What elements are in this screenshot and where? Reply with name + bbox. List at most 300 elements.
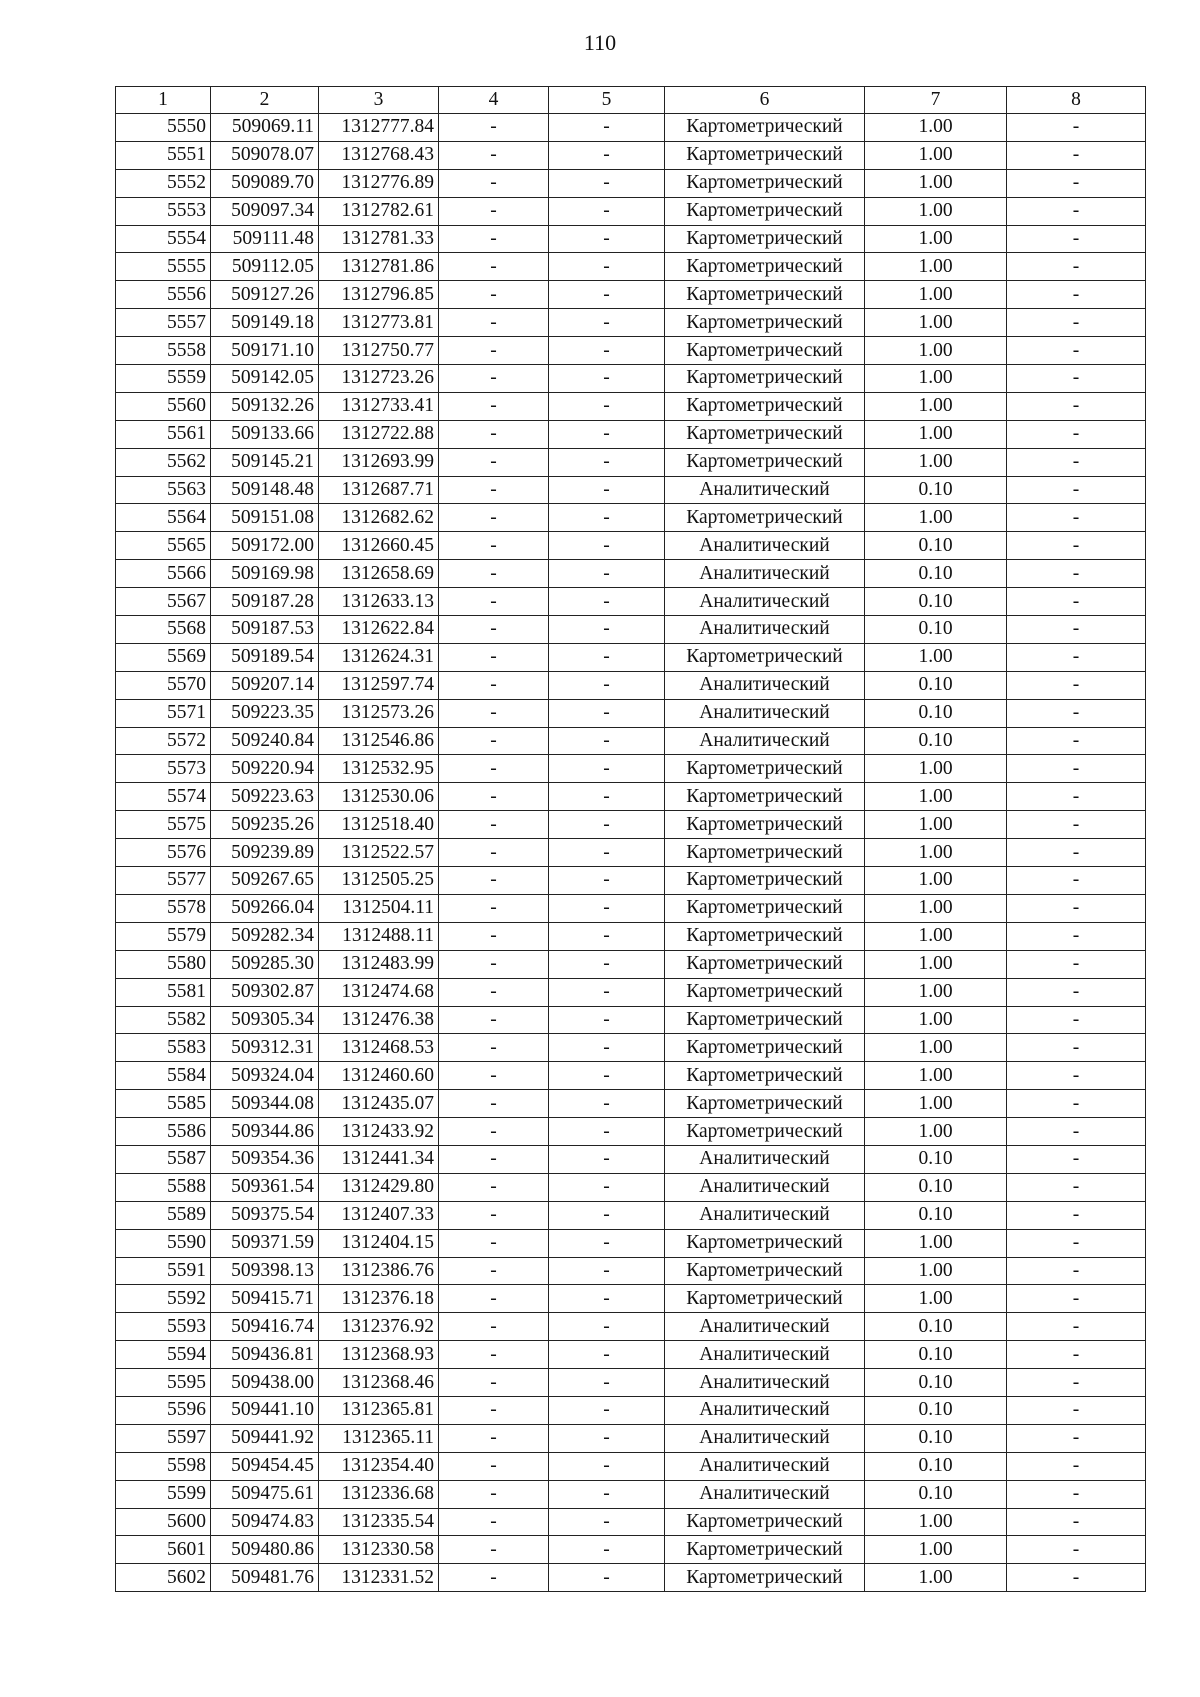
point-number-cell: 5568 bbox=[116, 616, 211, 644]
accuracy-cell: 1.00 bbox=[865, 420, 1007, 448]
y-coordinate-cell: 1312365.81 bbox=[319, 1396, 439, 1424]
col-5-cell: - bbox=[549, 978, 665, 1006]
y-coordinate-cell: 1312376.92 bbox=[319, 1313, 439, 1341]
col-8-cell: - bbox=[1007, 532, 1146, 560]
method-cell: Картометрический bbox=[665, 448, 865, 476]
col-5-cell: - bbox=[549, 1090, 665, 1118]
x-coordinate-cell: 509312.31 bbox=[211, 1034, 319, 1062]
point-number-cell: 5550 bbox=[116, 114, 211, 142]
x-coordinate-cell: 509416.74 bbox=[211, 1313, 319, 1341]
y-coordinate-cell: 1312474.68 bbox=[319, 978, 439, 1006]
accuracy-cell: 0.10 bbox=[865, 476, 1007, 504]
point-number-cell: 5551 bbox=[116, 141, 211, 169]
table-row bbox=[116, 392, 1146, 420]
y-coordinate-cell: 1312573.26 bbox=[319, 699, 439, 727]
accuracy-cell: 0.10 bbox=[865, 1480, 1007, 1508]
col-4-cell: - bbox=[439, 141, 549, 169]
method-cell: Аналитический bbox=[665, 699, 865, 727]
x-coordinate-cell: 509207.14 bbox=[211, 671, 319, 699]
method-cell: Картометрический bbox=[665, 281, 865, 309]
method-cell: Картометрический bbox=[665, 420, 865, 448]
col-5-cell: - bbox=[549, 392, 665, 420]
y-coordinate-cell: 1312368.93 bbox=[319, 1341, 439, 1369]
col-5-cell: - bbox=[549, 197, 665, 225]
col-5-cell: - bbox=[549, 755, 665, 783]
method-cell: Картометрический bbox=[665, 1285, 865, 1313]
col-4-cell: - bbox=[439, 1173, 549, 1201]
col-4-cell: - bbox=[439, 1229, 549, 1257]
x-coordinate-cell: 509344.86 bbox=[211, 1118, 319, 1146]
table-row bbox=[116, 1396, 1146, 1424]
table-row bbox=[116, 309, 1146, 337]
col-8-cell: - bbox=[1007, 365, 1146, 393]
y-coordinate-cell: 1312782.61 bbox=[319, 197, 439, 225]
table-row bbox=[116, 504, 1146, 532]
col-8-cell: - bbox=[1007, 727, 1146, 755]
table-row bbox=[116, 783, 1146, 811]
col-5-cell: - bbox=[549, 616, 665, 644]
y-coordinate-cell: 1312777.84 bbox=[319, 114, 439, 142]
column-header: 4 bbox=[439, 87, 549, 114]
y-coordinate-cell: 1312773.81 bbox=[319, 309, 439, 337]
col-4-cell: - bbox=[439, 309, 549, 337]
x-coordinate-cell: 509481.76 bbox=[211, 1564, 319, 1592]
method-cell: Картометрический bbox=[665, 950, 865, 978]
method-cell: Картометрический bbox=[665, 978, 865, 1006]
table-row bbox=[116, 1313, 1146, 1341]
accuracy-cell: 1.00 bbox=[865, 253, 1007, 281]
col-8-cell: - bbox=[1007, 197, 1146, 225]
accuracy-cell: 0.10 bbox=[865, 699, 1007, 727]
point-number-cell: 5592 bbox=[116, 1285, 211, 1313]
col-8-cell: - bbox=[1007, 1424, 1146, 1452]
y-coordinate-cell: 1312460.60 bbox=[319, 1062, 439, 1090]
point-number-cell: 5594 bbox=[116, 1341, 211, 1369]
col-5-cell: - bbox=[549, 1034, 665, 1062]
x-coordinate-cell: 509112.05 bbox=[211, 253, 319, 281]
col-8-cell: - bbox=[1007, 867, 1146, 895]
point-number-cell: 5587 bbox=[116, 1145, 211, 1173]
method-cell: Картометрический bbox=[665, 253, 865, 281]
col-4-cell: - bbox=[439, 420, 549, 448]
table-row bbox=[116, 197, 1146, 225]
col-8-cell: - bbox=[1007, 309, 1146, 337]
col-4-cell: - bbox=[439, 225, 549, 253]
table-row bbox=[116, 1034, 1146, 1062]
method-cell: Аналитический bbox=[665, 1173, 865, 1201]
col-8-cell: - bbox=[1007, 1034, 1146, 1062]
accuracy-cell: 0.10 bbox=[865, 1452, 1007, 1480]
y-coordinate-cell: 1312354.40 bbox=[319, 1452, 439, 1480]
x-coordinate-cell: 509220.94 bbox=[211, 755, 319, 783]
point-number-cell: 5564 bbox=[116, 504, 211, 532]
col-5-cell: - bbox=[549, 811, 665, 839]
col-8-cell: - bbox=[1007, 1341, 1146, 1369]
x-coordinate-cell: 509133.66 bbox=[211, 420, 319, 448]
col-5-cell: - bbox=[549, 894, 665, 922]
point-number-cell: 5576 bbox=[116, 839, 211, 867]
method-cell: Картометрический bbox=[665, 1090, 865, 1118]
accuracy-cell: 1.00 bbox=[865, 281, 1007, 309]
accuracy-cell: 1.00 bbox=[865, 1285, 1007, 1313]
col-4-cell: - bbox=[439, 197, 549, 225]
x-coordinate-cell: 509148.48 bbox=[211, 476, 319, 504]
y-coordinate-cell: 1312658.69 bbox=[319, 560, 439, 588]
accuracy-cell: 0.10 bbox=[865, 671, 1007, 699]
x-coordinate-cell: 509375.54 bbox=[211, 1201, 319, 1229]
accuracy-cell: 1.00 bbox=[865, 448, 1007, 476]
y-coordinate-cell: 1312781.86 bbox=[319, 253, 439, 281]
y-coordinate-cell: 1312488.11 bbox=[319, 922, 439, 950]
accuracy-cell: 1.00 bbox=[865, 894, 1007, 922]
table-row bbox=[116, 114, 1146, 142]
accuracy-cell: 1.00 bbox=[865, 1229, 1007, 1257]
accuracy-cell: 1.00 bbox=[865, 141, 1007, 169]
x-coordinate-cell: 509069.11 bbox=[211, 114, 319, 142]
col-8-cell: - bbox=[1007, 643, 1146, 671]
col-5-cell: - bbox=[549, 448, 665, 476]
table-row bbox=[116, 1257, 1146, 1285]
col-5-cell: - bbox=[549, 922, 665, 950]
table-row bbox=[116, 755, 1146, 783]
col-8-cell: - bbox=[1007, 1285, 1146, 1313]
x-coordinate-cell: 509097.34 bbox=[211, 197, 319, 225]
col-5-cell: - bbox=[549, 1145, 665, 1173]
point-number-cell: 5567 bbox=[116, 588, 211, 616]
point-number-cell: 5565 bbox=[116, 532, 211, 560]
y-coordinate-cell: 1312336.68 bbox=[319, 1480, 439, 1508]
col-5-cell: - bbox=[549, 950, 665, 978]
method-cell: Картометрический bbox=[665, 1536, 865, 1564]
col-8-cell: - bbox=[1007, 978, 1146, 1006]
column-header: 5 bbox=[549, 87, 665, 114]
col-8-cell: - bbox=[1007, 114, 1146, 142]
method-cell: Картометрический bbox=[665, 309, 865, 337]
method-cell: Картометрический bbox=[665, 643, 865, 671]
point-number-cell: 5600 bbox=[116, 1508, 211, 1536]
method-cell: Картометрический bbox=[665, 783, 865, 811]
col-5-cell: - bbox=[549, 1536, 665, 1564]
accuracy-cell: 1.00 bbox=[865, 1564, 1007, 1592]
accuracy-cell: 0.10 bbox=[865, 1424, 1007, 1452]
col-8-cell: - bbox=[1007, 755, 1146, 783]
y-coordinate-cell: 1312330.58 bbox=[319, 1536, 439, 1564]
y-coordinate-cell: 1312435.07 bbox=[319, 1090, 439, 1118]
col-4-cell: - bbox=[439, 671, 549, 699]
point-number-cell: 5552 bbox=[116, 169, 211, 197]
method-cell: Картометрический bbox=[665, 867, 865, 895]
method-cell: Аналитический bbox=[665, 1480, 865, 1508]
col-5-cell: - bbox=[549, 1369, 665, 1397]
col-4-cell: - bbox=[439, 1341, 549, 1369]
col-5-cell: - bbox=[549, 1452, 665, 1480]
table-row bbox=[116, 448, 1146, 476]
x-coordinate-cell: 509142.05 bbox=[211, 365, 319, 393]
col-4-cell: - bbox=[439, 476, 549, 504]
point-number-cell: 5570 bbox=[116, 671, 211, 699]
col-4-cell: - bbox=[439, 1006, 549, 1034]
point-number-cell: 5586 bbox=[116, 1118, 211, 1146]
accuracy-cell: 1.00 bbox=[865, 337, 1007, 365]
point-number-cell: 5588 bbox=[116, 1173, 211, 1201]
col-4-cell: - bbox=[439, 699, 549, 727]
col-5-cell: - bbox=[549, 504, 665, 532]
x-coordinate-cell: 509223.35 bbox=[211, 699, 319, 727]
col-8-cell: - bbox=[1007, 1062, 1146, 1090]
col-8-cell: - bbox=[1007, 253, 1146, 281]
point-number-cell: 5563 bbox=[116, 476, 211, 504]
col-8-cell: - bbox=[1007, 392, 1146, 420]
y-coordinate-cell: 1312504.11 bbox=[319, 894, 439, 922]
col-8-cell: - bbox=[1007, 1480, 1146, 1508]
method-cell: Картометрический bbox=[665, 755, 865, 783]
col-5-cell: - bbox=[549, 588, 665, 616]
accuracy-cell: 1.00 bbox=[865, 1508, 1007, 1536]
y-coordinate-cell: 1312693.99 bbox=[319, 448, 439, 476]
col-5-cell: - bbox=[549, 532, 665, 560]
table-row bbox=[116, 950, 1146, 978]
y-coordinate-cell: 1312768.43 bbox=[319, 141, 439, 169]
column-header: 7 bbox=[865, 87, 1007, 114]
accuracy-cell: 0.10 bbox=[865, 616, 1007, 644]
y-coordinate-cell: 1312386.76 bbox=[319, 1257, 439, 1285]
y-coordinate-cell: 1312796.85 bbox=[319, 281, 439, 309]
col-5-cell: - bbox=[549, 560, 665, 588]
table-row bbox=[116, 1173, 1146, 1201]
table-row bbox=[116, 643, 1146, 671]
accuracy-cell: 1.00 bbox=[865, 1118, 1007, 1146]
point-number-cell: 5591 bbox=[116, 1257, 211, 1285]
col-5-cell: - bbox=[549, 1229, 665, 1257]
col-5-cell: - bbox=[549, 727, 665, 755]
table-row bbox=[116, 867, 1146, 895]
x-coordinate-cell: 509240.84 bbox=[211, 727, 319, 755]
x-coordinate-cell: 509187.28 bbox=[211, 588, 319, 616]
x-coordinate-cell: 509282.34 bbox=[211, 922, 319, 950]
method-cell: Картометрический bbox=[665, 197, 865, 225]
y-coordinate-cell: 1312624.31 bbox=[319, 643, 439, 671]
table-row bbox=[116, 1201, 1146, 1229]
method-cell: Картометрический bbox=[665, 1006, 865, 1034]
table-row bbox=[116, 1006, 1146, 1034]
col-4-cell: - bbox=[439, 560, 549, 588]
accuracy-cell: 1.00 bbox=[865, 867, 1007, 895]
method-cell: Аналитический bbox=[665, 588, 865, 616]
accuracy-cell: 1.00 bbox=[865, 950, 1007, 978]
method-cell: Аналитический bbox=[665, 1145, 865, 1173]
y-coordinate-cell: 1312433.92 bbox=[319, 1118, 439, 1146]
table-row bbox=[116, 1508, 1146, 1536]
method-cell: Картометрический bbox=[665, 141, 865, 169]
table-row bbox=[116, 1452, 1146, 1480]
method-cell: Картометрический bbox=[665, 337, 865, 365]
col-4-cell: - bbox=[439, 532, 549, 560]
y-coordinate-cell: 1312750.77 bbox=[319, 337, 439, 365]
point-number-cell: 5562 bbox=[116, 448, 211, 476]
table-row bbox=[116, 588, 1146, 616]
method-cell: Аналитический bbox=[665, 1369, 865, 1397]
x-coordinate-cell: 509441.10 bbox=[211, 1396, 319, 1424]
col-4-cell: - bbox=[439, 1090, 549, 1118]
col-8-cell: - bbox=[1007, 169, 1146, 197]
col-4-cell: - bbox=[439, 253, 549, 281]
accuracy-cell: 0.10 bbox=[865, 1341, 1007, 1369]
accuracy-cell: 0.10 bbox=[865, 1173, 1007, 1201]
method-cell: Картометрический bbox=[665, 1564, 865, 1592]
x-coordinate-cell: 509344.08 bbox=[211, 1090, 319, 1118]
table-body bbox=[116, 114, 1146, 1592]
col-5-cell: - bbox=[549, 1313, 665, 1341]
accuracy-cell: 0.10 bbox=[865, 1396, 1007, 1424]
x-coordinate-cell: 509145.21 bbox=[211, 448, 319, 476]
column-header: 2 bbox=[211, 87, 319, 114]
point-number-cell: 5598 bbox=[116, 1452, 211, 1480]
col-8-cell: - bbox=[1007, 811, 1146, 839]
column-header: 3 bbox=[319, 87, 439, 114]
point-number-cell: 5580 bbox=[116, 950, 211, 978]
col-4-cell: - bbox=[439, 922, 549, 950]
method-cell: Картометрический bbox=[665, 1062, 865, 1090]
col-4-cell: - bbox=[439, 950, 549, 978]
col-4-cell: - bbox=[439, 978, 549, 1006]
table-row bbox=[116, 1564, 1146, 1592]
column-header: 6 bbox=[665, 87, 865, 114]
col-8-cell: - bbox=[1007, 1201, 1146, 1229]
accuracy-cell: 1.00 bbox=[865, 811, 1007, 839]
table-row bbox=[116, 1090, 1146, 1118]
col-4-cell: - bbox=[439, 1145, 549, 1173]
point-number-cell: 5571 bbox=[116, 699, 211, 727]
col-8-cell: - bbox=[1007, 616, 1146, 644]
table-row bbox=[116, 420, 1146, 448]
method-cell: Аналитический bbox=[665, 616, 865, 644]
col-4-cell: - bbox=[439, 1508, 549, 1536]
col-8-cell: - bbox=[1007, 588, 1146, 616]
method-cell: Аналитический bbox=[665, 1313, 865, 1341]
table-row bbox=[116, 1424, 1146, 1452]
table-row bbox=[116, 894, 1146, 922]
point-number-cell: 5583 bbox=[116, 1034, 211, 1062]
x-coordinate-cell: 509480.86 bbox=[211, 1536, 319, 1564]
col-5-cell: - bbox=[549, 309, 665, 337]
point-number-cell: 5584 bbox=[116, 1062, 211, 1090]
col-5-cell: - bbox=[549, 114, 665, 142]
col-8-cell: - bbox=[1007, 1118, 1146, 1146]
x-coordinate-cell: 509305.34 bbox=[211, 1006, 319, 1034]
col-4-cell: - bbox=[439, 811, 549, 839]
col-4-cell: - bbox=[439, 281, 549, 309]
table-row bbox=[116, 671, 1146, 699]
col-8-cell: - bbox=[1007, 1396, 1146, 1424]
point-number-cell: 5555 bbox=[116, 253, 211, 281]
point-number-cell: 5581 bbox=[116, 978, 211, 1006]
accuracy-cell: 1.00 bbox=[865, 978, 1007, 1006]
col-8-cell: - bbox=[1007, 476, 1146, 504]
accuracy-cell: 1.00 bbox=[865, 1062, 1007, 1090]
x-coordinate-cell: 509111.48 bbox=[211, 225, 319, 253]
col-8-cell: - bbox=[1007, 1145, 1146, 1173]
y-coordinate-cell: 1312476.38 bbox=[319, 1006, 439, 1034]
y-coordinate-cell: 1312622.84 bbox=[319, 616, 439, 644]
point-number-cell: 5595 bbox=[116, 1369, 211, 1397]
col-4-cell: - bbox=[439, 1257, 549, 1285]
x-coordinate-cell: 509302.87 bbox=[211, 978, 319, 1006]
point-number-cell: 5590 bbox=[116, 1229, 211, 1257]
y-coordinate-cell: 1312776.89 bbox=[319, 169, 439, 197]
table-row bbox=[116, 1229, 1146, 1257]
accuracy-cell: 0.10 bbox=[865, 532, 1007, 560]
col-8-cell: - bbox=[1007, 504, 1146, 532]
table-row bbox=[116, 281, 1146, 309]
point-number-cell: 5575 bbox=[116, 811, 211, 839]
table-row bbox=[116, 253, 1146, 281]
table-row bbox=[116, 727, 1146, 755]
col-5-cell: - bbox=[549, 1006, 665, 1034]
col-8-cell: - bbox=[1007, 783, 1146, 811]
col-5-cell: - bbox=[549, 1173, 665, 1201]
method-cell: Аналитический bbox=[665, 671, 865, 699]
col-5-cell: - bbox=[549, 420, 665, 448]
table-row bbox=[116, 1062, 1146, 1090]
method-cell: Аналитический bbox=[665, 1341, 865, 1369]
accuracy-cell: 1.00 bbox=[865, 392, 1007, 420]
col-8-cell: - bbox=[1007, 1536, 1146, 1564]
x-coordinate-cell: 509172.00 bbox=[211, 532, 319, 560]
y-coordinate-cell: 1312687.71 bbox=[319, 476, 439, 504]
method-cell: Картометрический bbox=[665, 1508, 865, 1536]
col-5-cell: - bbox=[549, 1480, 665, 1508]
table-row bbox=[116, 839, 1146, 867]
point-number-cell: 5597 bbox=[116, 1424, 211, 1452]
method-cell: Картометрический bbox=[665, 225, 865, 253]
x-coordinate-cell: 509169.98 bbox=[211, 560, 319, 588]
table-row bbox=[116, 141, 1146, 169]
point-number-cell: 5579 bbox=[116, 922, 211, 950]
x-coordinate-cell: 509324.04 bbox=[211, 1062, 319, 1090]
col-5-cell: - bbox=[549, 281, 665, 309]
col-5-cell: - bbox=[549, 1564, 665, 1592]
accuracy-cell: 0.10 bbox=[865, 1369, 1007, 1397]
col-8-cell: - bbox=[1007, 225, 1146, 253]
y-coordinate-cell: 1312368.46 bbox=[319, 1369, 439, 1397]
accuracy-cell: 1.00 bbox=[865, 922, 1007, 950]
method-cell: Картометрический bbox=[665, 922, 865, 950]
x-coordinate-cell: 509436.81 bbox=[211, 1341, 319, 1369]
x-coordinate-cell: 509266.04 bbox=[211, 894, 319, 922]
method-cell: Картометрический bbox=[665, 365, 865, 393]
col-5-cell: - bbox=[549, 476, 665, 504]
method-cell: Картометрический bbox=[665, 811, 865, 839]
table-row bbox=[116, 978, 1146, 1006]
table-row bbox=[116, 1480, 1146, 1508]
col-4-cell: - bbox=[439, 1536, 549, 1564]
table-row bbox=[116, 532, 1146, 560]
col-4-cell: - bbox=[439, 1396, 549, 1424]
col-8-cell: - bbox=[1007, 894, 1146, 922]
col-8-cell: - bbox=[1007, 1313, 1146, 1341]
table-row bbox=[116, 1369, 1146, 1397]
x-coordinate-cell: 509454.45 bbox=[211, 1452, 319, 1480]
y-coordinate-cell: 1312682.62 bbox=[319, 504, 439, 532]
table-row bbox=[116, 560, 1146, 588]
col-4-cell: - bbox=[439, 643, 549, 671]
method-cell: Картометрический bbox=[665, 392, 865, 420]
col-8-cell: - bbox=[1007, 1229, 1146, 1257]
col-8-cell: - bbox=[1007, 448, 1146, 476]
table-row bbox=[116, 616, 1146, 644]
y-coordinate-cell: 1312546.86 bbox=[319, 727, 439, 755]
method-cell: Картометрический bbox=[665, 839, 865, 867]
